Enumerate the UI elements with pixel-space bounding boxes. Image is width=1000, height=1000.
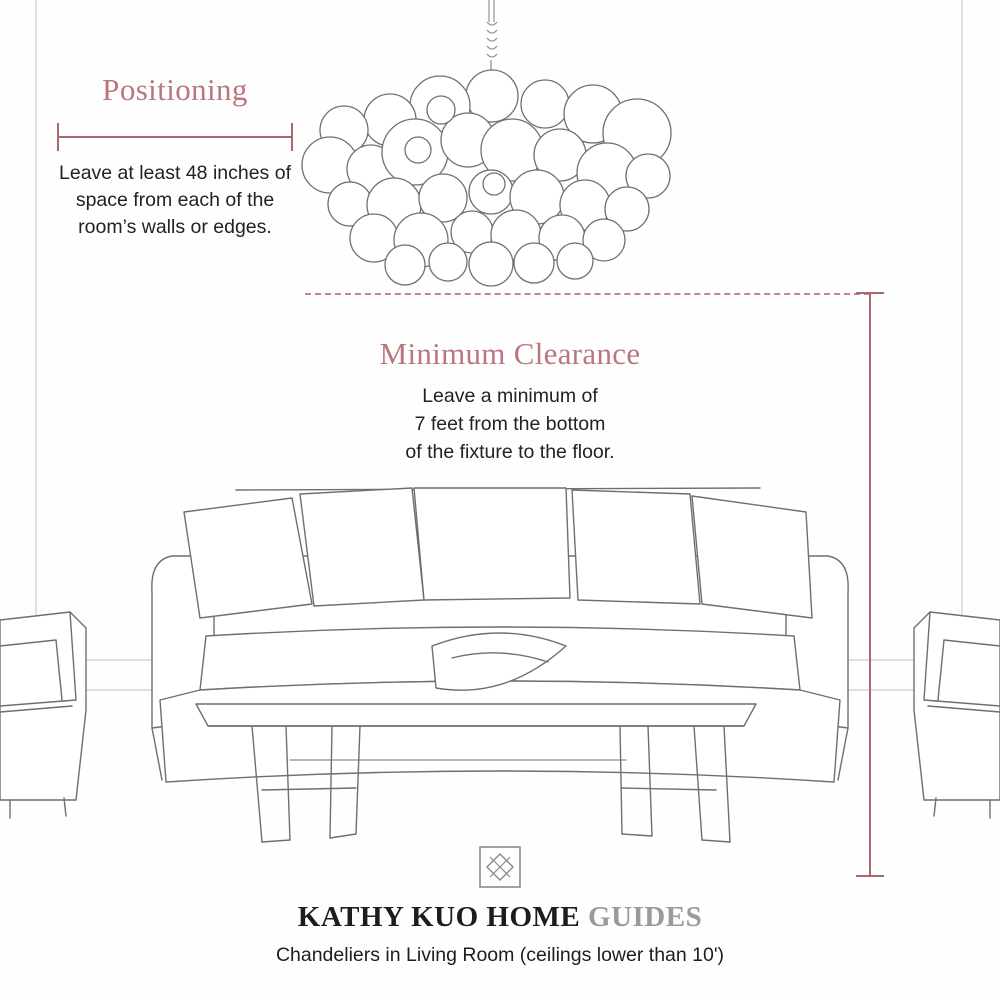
- clearance-body-line-3: of the fixture to the floor.: [405, 441, 615, 463]
- positioning-measure-bar: [50, 122, 300, 152]
- clearance-body-line-2: 7 feet from the bottom: [414, 413, 606, 435]
- clearance-body-line-1: Leave a minimum of: [422, 385, 598, 407]
- armchair-icon: [914, 612, 1000, 818]
- clearance-callout: [290, 336, 730, 466]
- diamond-in-square-icon: [478, 845, 522, 889]
- positioning-callout: [40, 72, 310, 241]
- clearance-dashed-line: [305, 293, 870, 295]
- footer: [0, 845, 1000, 967]
- clearance-measure-bar: [855, 292, 885, 877]
- brand-secondary: GUIDES: [588, 901, 703, 933]
- sofa-icon: [152, 488, 848, 782]
- footer-subtitle: Chandeliers in Living Room (ceilings lower than 10'): [275, 944, 725, 966]
- clearance-title: Minimum Clearance: [379, 336, 641, 371]
- brand-primary: KATHY KUO HOME: [297, 901, 581, 933]
- positioning-body: Leave at least 48 inches of space from each of the room’s walls or edges.: [59, 162, 291, 238]
- brand-lockup: [0, 901, 1000, 934]
- positioning-title: Positioning: [102, 72, 248, 107]
- armchair-icon: [0, 612, 86, 818]
